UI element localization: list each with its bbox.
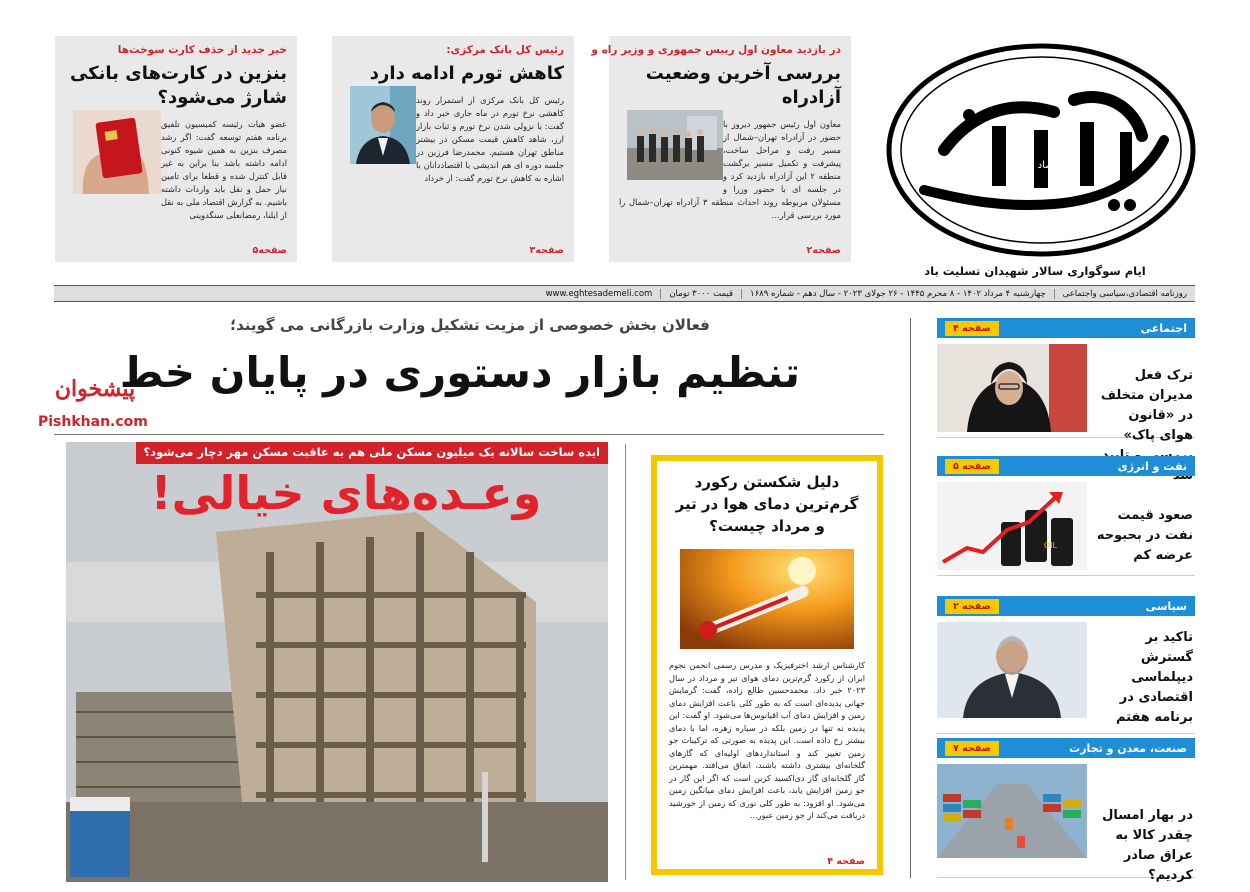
column-divider xyxy=(625,444,626,880)
heat-headline[interactable]: دلیل شکستن رکورد گرم‌ترین دمای هوا در تیر و مرداد چیست؟ xyxy=(675,473,859,535)
teaser-page-ref[interactable]: صفحه۲ xyxy=(806,245,841,256)
official-portrait-photo xyxy=(937,344,1087,432)
heat-page-ref[interactable]: صفحه ۴ xyxy=(827,856,865,867)
issue-info-bar xyxy=(54,285,1195,302)
section-headline[interactable]: تاکید بر گسترش دیپلماسی اقتصادی در برنامه هفتم xyxy=(1115,630,1193,725)
oil-price-chart-photo xyxy=(937,482,1087,570)
teaser-headline[interactable]: کاهش تورم ادامه دارد xyxy=(369,63,564,84)
sidebar-section-politics[interactable] xyxy=(937,596,1195,734)
teaser-page-ref[interactable]: صفحه۵ xyxy=(252,245,287,256)
headline-divider xyxy=(54,434,884,435)
container-port-photo xyxy=(937,764,1087,858)
paper-type: روزنامه اقتصادی،سیاسی واجتماعی xyxy=(1054,289,1195,299)
section-headline[interactable]: ترک فعل مدیران متخلف در «قانون هوای پاک» xyxy=(1100,368,1193,443)
issue-date: چهارشنبه ۴ مرداد ۱۴۰۲ - ۸ محرم ۱۴۴۵ - ۲۶ جولای ۲۰۲۳ - سال دهم - شماره ۱۶۸۹ xyxy=(741,289,1054,299)
issue-price: قیمت ۳۰۰۰ تومان xyxy=(660,289,741,299)
section-page-ref[interactable]: صفحه ۲ xyxy=(945,599,999,614)
thermometer-photo xyxy=(680,549,854,649)
teaser-inflation[interactable] xyxy=(332,36,574,262)
teaser-body: عضو هیات رئیسه کمیسیون تلفیق برنامه هفتم توسعه گفت: اگر رشد مصرف بنزین به همین شیوه کنونی ادامه داشته باشد بنا براین به غیر قابل کنترل شده و قطعا برای تامین نیاز حمل و نقل باید واردات داشته باشیم. به گزارش اقتصاد ملی به نقل از ایلنا، رمضانعلی سنگدوینی xyxy=(161,119,287,220)
sidebar-section-social[interactable] xyxy=(937,318,1195,443)
teaser-headline[interactable]: بررسی آخرین وضعیت آزادراه xyxy=(645,63,841,108)
newspaper-logo[interactable] xyxy=(884,40,1198,260)
teaser-fuel-card[interactable] xyxy=(55,36,297,262)
heat-story[interactable] xyxy=(651,455,883,875)
main-overline: فعالان بخش خصوصی از مزیت تشکیل وزارت بازرگانی می گویند؛ xyxy=(230,316,710,334)
sidebar-section-industry[interactable] xyxy=(937,738,1195,883)
pishkhan-watermark xyxy=(30,376,160,430)
section-page-ref[interactable]: صفحه ۵ xyxy=(945,459,999,474)
section-title: نفت و انرژی xyxy=(1117,459,1187,473)
teaser-kicker: در بازدید معاون اول رییس جمهوری و وزیر راه و xyxy=(591,44,841,56)
highway-visit-photo xyxy=(627,110,723,180)
teaser-kicker: خبر جدید از حذف کارت سوخت‌ها xyxy=(117,44,287,56)
lead-story[interactable] xyxy=(66,442,608,882)
lead-title[interactable]: وعـده‌های خیالی! xyxy=(150,466,542,520)
section-title: صنعت، معدن و تجارت xyxy=(1069,741,1187,755)
teaser-kicker: رئیس کل بانک مرکزی: xyxy=(446,44,564,56)
section-title: اجتماعی xyxy=(1140,321,1187,335)
teaser-headline[interactable]: بنزین در کارت‌های بانکی شارژ می‌شود؟ xyxy=(69,63,287,108)
section-page-ref[interactable]: صفحه ۷ xyxy=(945,741,999,756)
politician-portrait-photo xyxy=(937,622,1087,718)
main-headline[interactable]: تنظیم بازار دستوری در پایان خط xyxy=(119,348,800,397)
teaser-body: رئیس کل بانک مرکزی از استمرار روند کاهشی نرخ تورم در ماه جاری خبر داد و گفت: با نزولی شدن نرخ تورم و ثبات بازار ارز، شاهد کاهش قیمت مسکن در بیشتر مناطق تهران هستیم. محمدرضا فرزین در جلسه دوره ای هم اندیشی با اقتصاددانان با اشاره به کاهش نرخ تورم گفت: از خرداد xyxy=(416,95,564,183)
teaser-body: معاون اول رئیس جمهور دیروز با حضور در آزادراه تهران–شمال از مسیر رفت و مراحل ساخت، پیشرفت و تکمیل مسیر برگشت منطقه ۲ این آزادراه بازدید کرد و در جلسه ای با حضور وزرا و مسئولان مربوطه روند احداث منطقه ۳ آزادراه تهران–شمال را مورد بررسی قرار... xyxy=(619,119,841,220)
logo-text: اقتصاد ملی xyxy=(1017,160,1065,171)
section-page-ref[interactable]: صفحه ۴ xyxy=(945,321,999,336)
website-link[interactable]: www.eghtesademeli.com xyxy=(545,288,653,299)
watermark-fa: پیشخوان xyxy=(54,376,136,402)
teaser-highway[interactable] xyxy=(591,36,851,262)
teaser-page-ref[interactable]: صفحه۳ xyxy=(529,245,564,256)
central-bank-governor-photo xyxy=(350,86,416,164)
section-headline[interactable]: در بهار امسال چقدر کالا به عراق صادر کردیم؟ xyxy=(1102,808,1193,883)
sidebar-section-oil[interactable] xyxy=(937,456,1195,576)
watermark-en: Pishkhan.com xyxy=(38,414,148,430)
fuel-card-photo xyxy=(73,110,161,194)
sidebar-divider xyxy=(910,318,911,878)
condolence-note: ایام سوگواری سالار شهیدان تسلیت باد xyxy=(924,264,1146,278)
svg-text:OIL: OIL xyxy=(1043,541,1057,550)
lead-kicker: ایده ساخت سالانه یک میلیون مسکن ملی هم به عاقبت مسکن مهر دچار می‌شود؟ xyxy=(136,442,609,464)
heat-body: کارشناس ارشد اخترفیزیک و مدرس رسمی انجمن نجوم ایران از رکورد گرم‌ترین دمای هوای تیر و مرداد در سال ۲۰۲۳ خبر داد. محمدحسین طالع زاده، گفت: گرمایش جهانی پدیده‌ای است که به طور کلی باعث افزایش دمای زمین و افزایش دمای آب اقیانوس‌ها می‌شود. او گفت: این پدیده نه تنها در زمین بلکه در سیاره زهره، اما با دمای بیشتر رخ داده است. این پدیده به صورتی که ترکیبات جو زمین تغییر کند و استانداردهای اولیه‌ای که گازهای گلخانه‌ای بیشتری داشته باشند، اتفاق می‌افتد. مهمترین گاز گلخانه‌ای گاز دی‌اکسید کربن است که اگر این گاز در جو زمین افزایش یابد، باعث افزایش دمای میانگین زمین می‌شود. او افزود: به طور کلی نوری که زمین از خورشید دریافت می‌کند از جو زمین عبور... xyxy=(669,660,865,820)
section-headline[interactable]: صعود قیمت نفت در بحبوحه عرضه کم xyxy=(1096,508,1193,563)
section-title: سیاسی xyxy=(1145,599,1187,613)
